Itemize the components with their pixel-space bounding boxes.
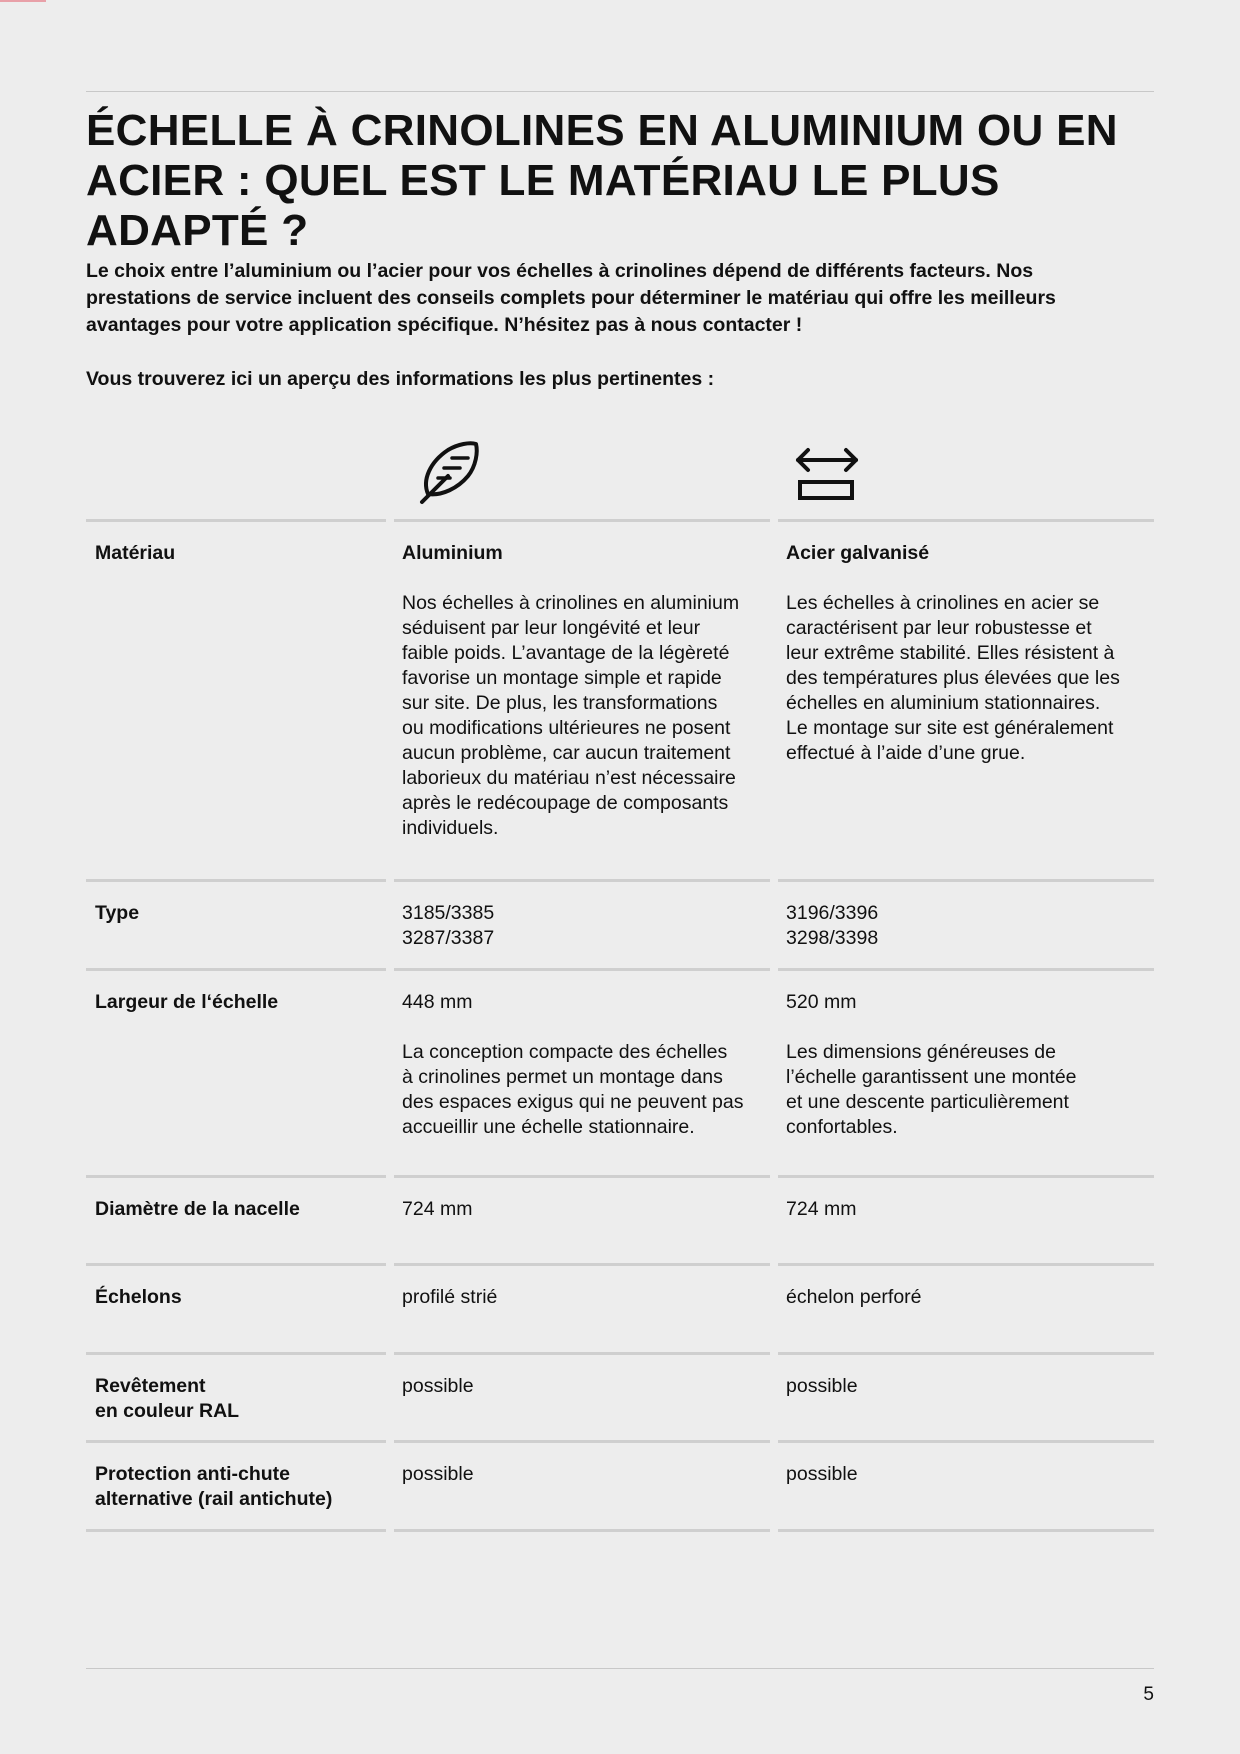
text-line: individuels. <box>402 817 499 839</box>
text-line: La conception compacte des échelles <box>402 1041 728 1063</box>
text-line: échelles en aluminium stationnaires. <box>786 692 1101 714</box>
steel-width-cell <box>786 990 1156 1140</box>
width-value: 520 mm <box>786 991 857 1013</box>
row-divider <box>394 968 770 971</box>
text-line: leur extrême stabilité. Elles résistent à <box>786 642 1115 664</box>
row-label-largeur: Largeur de l‘échelle <box>95 991 279 1013</box>
title-line: ACIER : QUEL EST LE MATÉRIAU LE PLUS ADAPTÉ ? <box>86 156 1000 255</box>
corner-mark <box>0 0 46 2</box>
row-divider <box>86 1263 386 1266</box>
text-line: ou modifications ultérieures ne posent <box>402 717 731 739</box>
row-divider <box>778 968 1154 971</box>
type-code: 3298/3398 <box>786 927 879 949</box>
row-divider <box>394 1263 770 1266</box>
text-line: faible poids. L’avantage de la légèreté <box>402 642 730 664</box>
footer-divider <box>86 1668 1154 1669</box>
intro-line: prestations de service incluent des conseils complets pour déterminer le matériau qui offre les meilleurs <box>86 287 1056 309</box>
material-name: Aluminium <box>402 542 503 564</box>
text-line: effectué à l’aide d’une grue. <box>786 742 1026 764</box>
row-divider <box>394 1352 770 1355</box>
text-line: caractérisent par leur robustesse et <box>786 617 1092 639</box>
aluminium-cell <box>402 541 772 841</box>
row-divider <box>778 1175 1154 1178</box>
text-line: à crinolines permet un montage dans <box>402 1066 723 1088</box>
label-line: alternative (rail antichute) <box>95 1488 333 1510</box>
aluminium-coating: possible <box>402 1375 474 1397</box>
row-divider <box>86 1175 386 1178</box>
type-code: 3185/3385 <box>402 902 495 924</box>
steel-type-cell <box>786 901 1156 951</box>
label-line: Protection anti-chute <box>95 1463 291 1485</box>
row-divider <box>86 1352 386 1355</box>
row-label-revetement <box>95 1374 385 1424</box>
aluminium-fall-protection: possible <box>402 1463 474 1485</box>
text-line: Les dimensions généreuses de <box>786 1041 1056 1063</box>
steel-diameter: 724 mm <box>786 1198 857 1220</box>
text-line: des espaces exigus qui ne peuvent pas <box>402 1091 744 1113</box>
material-name: Acier galvanisé <box>786 542 930 564</box>
row-label-echelons: Échelons <box>95 1286 182 1308</box>
text-line: et une descente particulièrement <box>786 1091 1069 1113</box>
row-label-protection <box>95 1462 385 1512</box>
text-line: favorise un montage simple et rapide <box>402 667 722 689</box>
text-line: confortables. <box>786 1116 898 1138</box>
row-label-diametre: Diamètre de la nacelle <box>95 1198 300 1220</box>
type-code: 3287/3387 <box>402 927 495 949</box>
page-title <box>86 106 1166 256</box>
text-line: sur site. De plus, les transformations <box>402 692 718 714</box>
row-divider <box>86 968 386 971</box>
aluminium-rungs: profilé strié <box>402 1286 498 1308</box>
intro-line: avantages pour votre application spécifique. N’hésitez pas à nous contacter ! <box>86 314 803 336</box>
row-divider <box>778 1529 1154 1532</box>
row-divider <box>394 1529 770 1532</box>
intro-paragraph <box>86 258 1146 339</box>
text-line: Le montage sur site est généralement <box>786 717 1114 739</box>
row-divider <box>778 519 1154 522</box>
aluminium-width-cell <box>402 990 772 1140</box>
row-divider <box>778 1263 1154 1266</box>
row-divider <box>394 519 770 522</box>
row-divider <box>778 1440 1154 1443</box>
text-line: Les échelles à crinolines en acier se <box>786 592 1100 614</box>
label-line: en couleur RAL <box>95 1400 240 1422</box>
row-label-materiau: Matériau <box>95 542 176 564</box>
feather-icon <box>414 438 484 508</box>
aluminium-diameter: 724 mm <box>402 1198 473 1220</box>
text-line: l’échelle garantissent une montée <box>786 1066 1077 1088</box>
row-divider <box>778 1352 1154 1355</box>
row-divider <box>394 1175 770 1178</box>
width-value: 448 mm <box>402 991 473 1013</box>
top-divider <box>86 91 1154 92</box>
row-divider <box>86 519 386 522</box>
steel-coating: possible <box>786 1375 858 1397</box>
row-divider <box>394 1440 770 1443</box>
label-line: Revêtement <box>95 1375 206 1397</box>
text-line: aucun problème, car aucun traitement <box>402 742 731 764</box>
text-line: séduisent par leur longévité et leur <box>402 617 701 639</box>
text-line: laborieux du matériau n’est nécessaire <box>402 767 736 789</box>
steel-description <box>786 591 1156 766</box>
width-description <box>402 1040 772 1140</box>
width-description <box>786 1040 1156 1140</box>
intro-line: Le choix entre l’aluminium ou l’acier pour vos échelles à crinolines dépend de différents facteurs. Nos <box>86 260 1034 282</box>
row-divider <box>86 1440 386 1443</box>
row-divider <box>394 879 770 882</box>
overview-lead: Vous trouverez ici un aperçu des informations les plus pertinentes : <box>86 368 715 390</box>
text-line: Nos échelles à crinolines en aluminium <box>402 592 740 614</box>
aluminium-description <box>402 591 772 841</box>
text-line: après le redécoupage de composants <box>402 792 729 814</box>
page-number: 5 <box>1143 1684 1154 1705</box>
row-label-type: Type <box>95 902 140 924</box>
steel-fall-protection: possible <box>786 1463 858 1485</box>
aluminium-type-cell <box>402 901 772 951</box>
steel-cell <box>786 541 1156 766</box>
text-line: des températures plus élevées que les <box>786 667 1120 689</box>
text-line: accueillir une échelle stationnaire. <box>402 1116 695 1138</box>
row-divider <box>778 879 1154 882</box>
row-divider <box>86 1529 386 1532</box>
weight-width-icon <box>792 438 862 508</box>
steel-rungs: échelon perforé <box>786 1286 922 1308</box>
row-divider <box>86 879 386 882</box>
type-code: 3196/3396 <box>786 902 879 924</box>
title-line: ÉCHELLE À CRINOLINES EN ALUMINIUM OU EN <box>86 106 1118 155</box>
